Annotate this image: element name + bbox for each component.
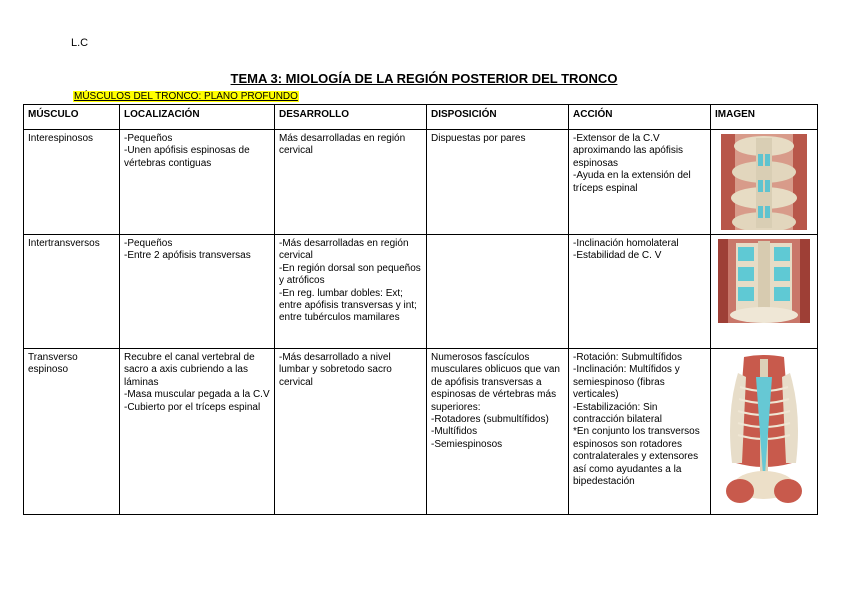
cell-accion: -Inclinación homolateral -Estabilidad de C. V: [569, 235, 711, 349]
author-initials: L.C: [71, 37, 89, 49]
header-desarrollo: DESARROLLO: [275, 105, 427, 130]
header-disposicion: DISPOSICIÓN: [427, 105, 569, 130]
cell-desarrollo: Más desarrolladas en región cervical: [275, 130, 427, 235]
intertransversos-illustration: [718, 239, 810, 323]
document-title: TEMA 3: MIOLOGÍA DE LA REGIÓN POSTERIOR DEL TRONCO: [230, 71, 618, 86]
cell-imagen: [711, 130, 818, 235]
table-row: [24, 130, 818, 235]
cell-localizacion: -Pequeños -Unen apófisis espinosas de vértebras contiguas: [120, 130, 275, 235]
cell-accion: -Rotación: Submultífidos -Inclinación: Multífidos y semiespinoso (fibras verticales) -Estabilización: Sin contracción bilateral *En conjunto los transversos espinosos son rotadores contralaterales y extensores así como ayudantes a la bipedestación: [569, 349, 711, 515]
table-row: [24, 349, 818, 515]
header-imagen: IMAGEN: [711, 105, 818, 130]
cell-accion: -Extensor de la C.V aproximando las apófisis espinosas -Ayuda en la extensión del tríceps espinal: [569, 130, 711, 235]
cell-desarrollo: -Más desarrollado a nivel lumbar y sobretodo sacro cervical: [275, 349, 427, 515]
header-accion: ACCIÓN: [569, 105, 711, 130]
muscle-table: [23, 104, 818, 515]
interespinosos-illustration: [721, 134, 807, 230]
table-row: [24, 235, 818, 349]
cell-imagen: [711, 235, 818, 349]
cell-imagen: [711, 349, 818, 515]
table-header-row: [24, 105, 818, 130]
cell-musculo: Intertransversos: [24, 235, 120, 349]
transverso-espinoso-illustration: [718, 353, 810, 507]
cell-desarrollo: -Más desarrolladas en región cervical -En región dorsal son pequeños y atróficos -En reg. lumbar dobles: Ext; entre apófisis transversas y int; entre tubérculos mamilares: [275, 235, 427, 349]
cell-musculo: Transverso espinoso: [24, 349, 120, 515]
cell-localizacion: -Pequeños -Entre 2 apófisis transversas: [120, 235, 275, 349]
section-subtitle: MÚSCULOS DEL TRONCO: PLANO PROFUNDO: [74, 91, 298, 102]
header-musculo: MÚSCULO: [24, 105, 120, 130]
cell-disposicion: [427, 235, 569, 349]
cell-disposicion: Dispuestas por pares: [427, 130, 569, 235]
cell-musculo: Interespinosos: [24, 130, 120, 235]
cell-localizacion: Recubre el canal vertebral de sacro a axis cubriendo a las láminas -Masa muscular pegada a la C.V -Cubierto por el tríceps espinal: [120, 349, 275, 515]
cell-disposicion: Numerosos fascículos musculares oblicuos que van de apófisis transversas a espinosas de vértebras más superiores: -Rotadores (submultífidos) -Multífidos -Semiespinosos: [427, 349, 569, 515]
header-localizacion: LOCALIZACIÓN: [120, 105, 275, 130]
